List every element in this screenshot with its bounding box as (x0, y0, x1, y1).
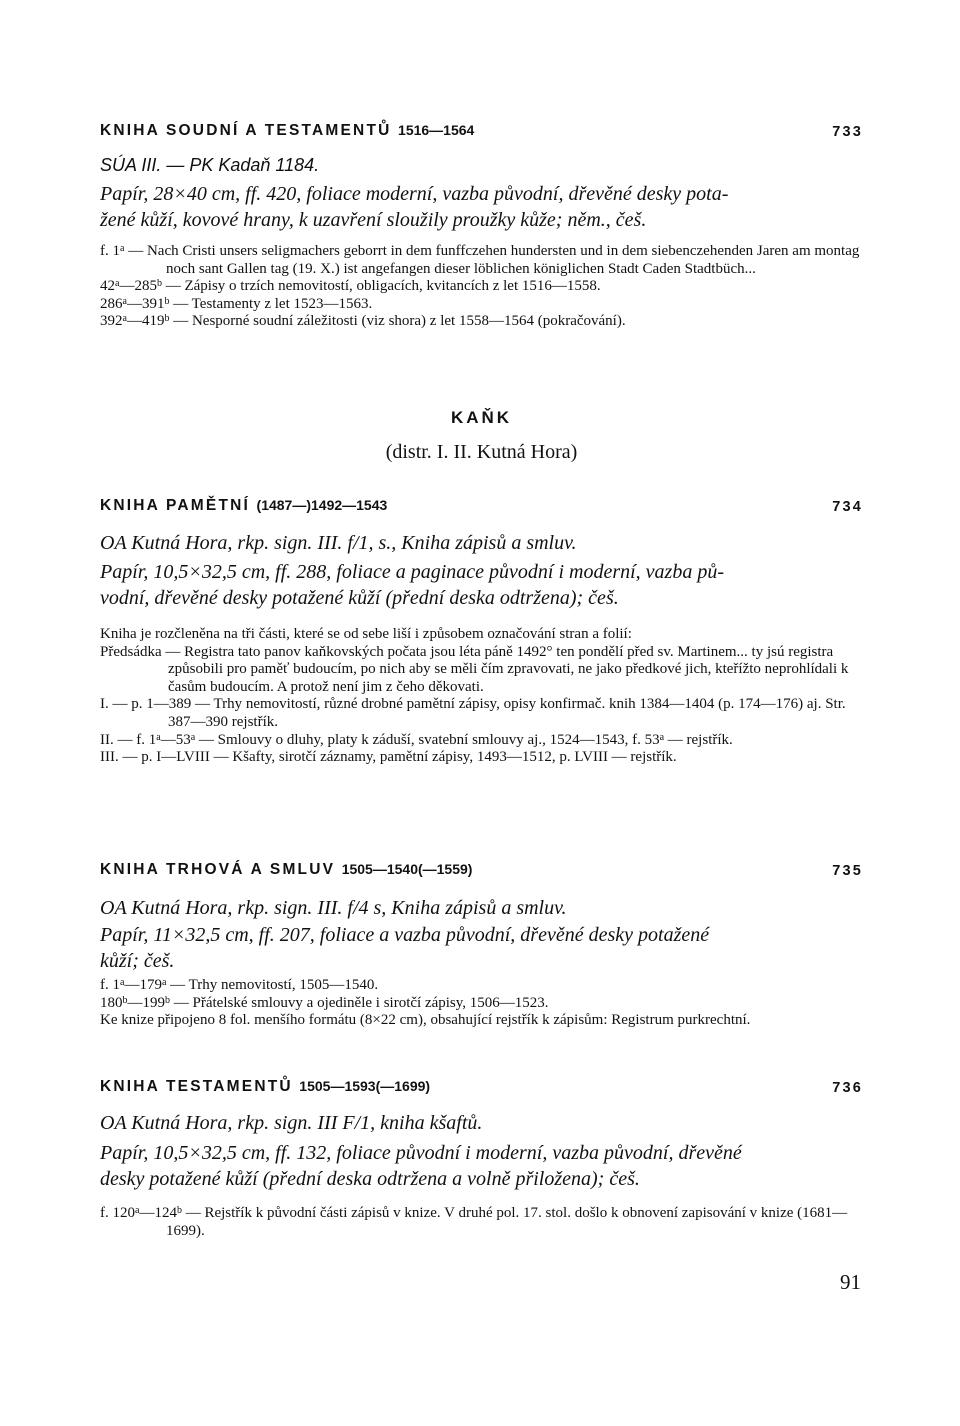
entry2-records (100, 626, 863, 767)
section-years: 1505—1540(—1559) (341, 861, 473, 877)
record-42a: 42$^a$—285$^b$ — Zápisy o trzích nemovitostí, obligacích, kvitancích z let 1516—1558. (100, 278, 601, 295)
entry4-source: OA Kutná Hora, rkp. sign. III F/1, kniha kšaftů. (100, 1112, 483, 1134)
section-title: KNIHA SOUDNÍ A TESTAMENTŮ (100, 122, 392, 139)
entry-number: 736 (832, 1080, 863, 1096)
entry1-desc-line1: Papír, 28×40 cm, ff. 420, foliace moderní, vazba původní, dřevěné desky pota- (100, 183, 729, 205)
entry4-records (100, 1205, 863, 1240)
record-part-iii: III. — p. I—LVIII — Kšafty, sirotčí záznamy, pamětní zápisy, 1493—1512, p. LVIII — rejstřík. (100, 749, 677, 766)
entry1-desc-line2: žené kůží, kovové hrany, k uzavření sloužily proužky kůže; něm., češ. (100, 209, 647, 231)
record-f1: f. 1$^a$ — Nach Cristi unsers seligmachers geborrt in dem funffczehen hundersten und in dem siebenczehenden Jaren am montag noch sant Gallen tag (19. X.) ist angefangen dieser löblichen königlichen Stadt Caden Stadtbüch... (100, 243, 860, 277)
entry2-desc-line1: Papír, 10,5×32,5 cm, ff. 288, foliace a paginace původní i moderní, vazba pů- (100, 561, 724, 583)
entry4-desc-line1: Papír, 10,5×32,5 cm, ff. 132, foliace původní i moderní, vazba původní, dřevěné (100, 1142, 742, 1164)
entry1-source: SÚA III. — PK Kadaň 1184. (100, 155, 320, 175)
entry3-source: OA Kutná Hora, rkp. sign. III. f/4 s, Kniha zápisů a smluv. (100, 897, 567, 919)
record-286a: 286$^a$—391$^b$ — Testamenty z let 1523—1563. (100, 295, 373, 312)
section-header-734 (100, 497, 863, 515)
record-part-i: I. — p. 1—389 — Trhy nemovitostí, různé drobné pamětní zápisy, opisy konfirmač. knih 1384—1404 (p. 174—176) aj. Str. 387—390 rejstřík. (100, 696, 846, 730)
section-years: 1516—1564 (398, 122, 475, 138)
entry3-note: Ke knize připojeno 8 fol. menšího formátu (8×22 cm), obsahující rejstřík k zápisům: Registrum purkrechtní. (100, 1012, 751, 1029)
category-title: KAŇK (450, 408, 513, 427)
record-f1a: f. 1$^a$—179$^a$ — Trhy nemovitostí, 1505—1540. (100, 977, 379, 993)
entry2-desc-line2: vodní, dřevěné desky potažené kůží (přední deska odtržena); češ. (100, 587, 619, 609)
record-180b: 180$^b$—199$^b$ — Přátelské smlouvy a ojediněle i sirotčí zápisy, 1506—1523. (100, 994, 549, 1011)
entry4-desc-line2: desky potažené kůží (přední deska odtržena a volně přiložena); češ. (100, 1168, 640, 1190)
entry-number: 734 (832, 499, 863, 515)
entry2-intro: Kniha je rozčleněna na tři části, které se od sebe liší i způsobem označování stran a folií: (100, 626, 632, 642)
category-district: (distr. I. II. Kutná Hora) (385, 441, 578, 463)
section-title: KNIHA TRHOVÁ A SMLUV (100, 861, 336, 878)
entry2-source: OA Kutná Hora, rkp. sign. III. f/1, s., Kniha zápisů a smluv. (100, 532, 577, 554)
record-predsadka: Předsádka — Registra tato panov kaňkovských počata jsou léta páně 1492° ten pondělí před sv. Martinem... ty jsú registra způsobili pro paměť budoucím, po nich aby se měli čím zpravovati, ne jako předkové jich, kteřížto neprohlídali k časům budoucím. A protož není jim z čeho děkovati. (100, 643, 849, 695)
section-title: KNIHA PAMĚTNÍ (100, 497, 251, 514)
record-part-ii: II. — f. 1$^a$—53$^a$ — Smlouvy o dluhy, platy k záduší, svatební smlouvy aj., 1524—1543, f. 53$^a$ — rejstřík. (100, 731, 733, 748)
entry3-desc-line1: Papír, 11×32,5 cm, ff. 207, foliace a vazba původní, dřevěné desky potažené (100, 924, 710, 946)
section-years: (1487—)1492—1543 (256, 497, 388, 513)
entry-number: 733 (832, 124, 863, 140)
entry1-records (100, 243, 863, 331)
entry3-desc-line2: kůží; češ. (100, 950, 175, 972)
record-f120a: f. 120$^a$—124$^b$ — Rejstřík k původní části zápisů v knize. V druhé pol. 17. stol. došlo k obnovení zapisování v knize (1681—1699). (100, 1205, 848, 1239)
section-header-735 (100, 861, 863, 879)
page-number: 91 (840, 1270, 861, 1294)
section-header-733 (100, 122, 863, 140)
record-392a: 392$^a$—419$^b$ — Nesporné soudní záležitosti (viz shora) z let 1558—1564 (pokračování). (100, 313, 626, 330)
entry3-records (100, 977, 863, 1030)
section-header-736 (100, 1078, 863, 1096)
section-years: 1505—1593(—1699) (299, 1078, 431, 1094)
section-title: KNIHA TESTAMENTŮ (100, 1078, 293, 1095)
entry-number: 735 (832, 863, 863, 879)
